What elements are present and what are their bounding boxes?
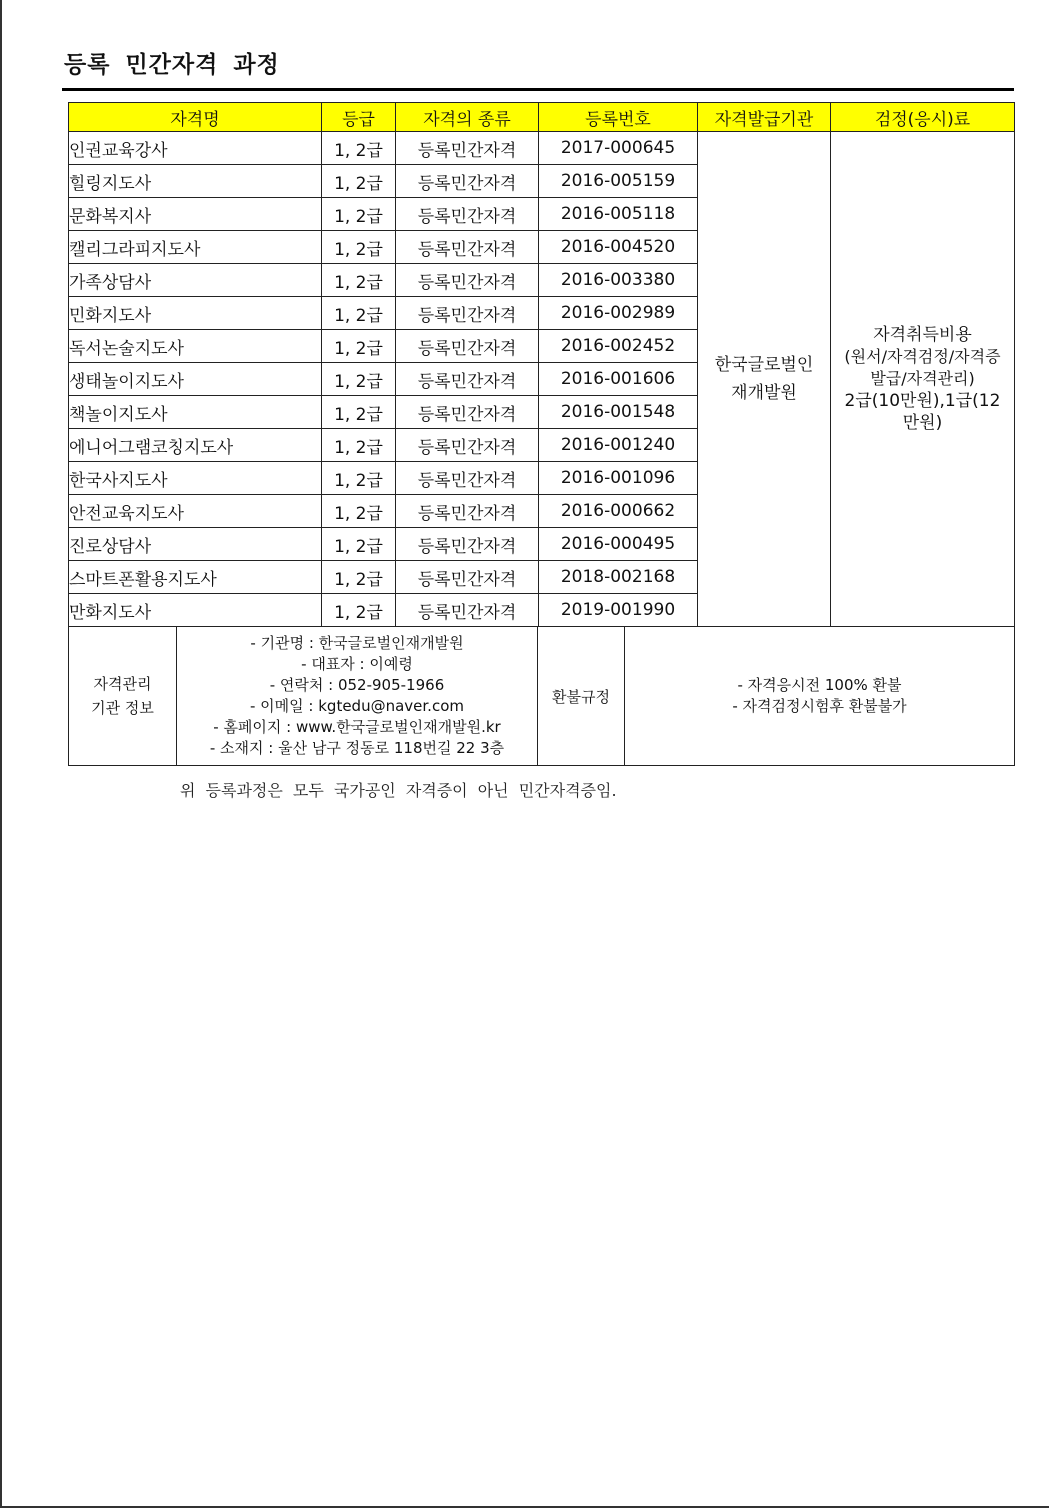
cert-grade: 1, 2급: [322, 495, 396, 528]
refund-policy-line: - 자격응시전 100% 환불: [737, 676, 902, 694]
refund-label: 환불규정: [538, 627, 625, 766]
fee-line: 2급(10만원),1급(12: [844, 391, 1001, 411]
cert-reg-number: 2016-004520: [539, 231, 698, 264]
cert-reg-number: 2018-002168: [539, 561, 698, 594]
fee-line: 발급/자격관리): [870, 369, 975, 388]
cert-reg-number: 2016-001548: [539, 396, 698, 429]
cert-type: 등록민간자격: [396, 264, 539, 297]
cert-name: 인권교육강사: [69, 132, 322, 165]
info-label-line: 자격관리: [93, 675, 152, 693]
cert-reg-number: 2016-002989: [539, 297, 698, 330]
cert-name: 만화지도사: [69, 594, 322, 627]
cert-grade: 1, 2급: [322, 165, 396, 198]
cert-type: 등록민간자격: [396, 429, 539, 462]
header-fee: 검정(응시)료: [831, 103, 1015, 132]
cert-name: 민화지도사: [69, 297, 322, 330]
institution-name: - 기관명 : 한국글로벌인재개발원: [250, 634, 464, 652]
institution-email: - 이메일 : kgtedu@naver.com: [250, 697, 464, 715]
cert-reg-number: 2016-001240: [539, 429, 698, 462]
cert-name: 문화복지사: [69, 198, 322, 231]
cert-reg-number: 2016-003380: [539, 264, 698, 297]
cert-grade: 1, 2급: [322, 330, 396, 363]
fee-line: 자격취득비용: [873, 325, 972, 345]
cert-grade: 1, 2급: [322, 561, 396, 594]
certification-table: [68, 102, 1015, 627]
issuer-line: 재개발원: [731, 383, 797, 403]
institution-info-table: [68, 626, 1015, 766]
cert-name: 안전교육지도사: [69, 495, 322, 528]
cert-grade: 1, 2급: [322, 363, 396, 396]
cert-type: 등록민간자격: [396, 462, 539, 495]
institution-phone: - 연락처 : 052-905-1966: [269, 676, 445, 694]
cert-name: 생태놀이지도사: [69, 363, 322, 396]
cert-grade: 1, 2급: [322, 297, 396, 330]
cert-grade: 1, 2급: [322, 231, 396, 264]
cert-type: 등록민간자격: [396, 132, 539, 165]
refund-policy: [625, 627, 1015, 766]
cert-name: 힐링지도사: [69, 165, 322, 198]
cert-type: 등록민간자격: [396, 231, 539, 264]
cert-type: 등록민간자격: [396, 594, 539, 627]
cert-type: 등록민간자격: [396, 330, 539, 363]
cert-type: 등록민간자격: [396, 561, 539, 594]
cert-grade: 1, 2급: [322, 594, 396, 627]
cert-name: 책놀이지도사: [69, 396, 322, 429]
institution-address: - 소재지 : 울산 남구 정동로 118번길 22 3층: [209, 739, 505, 757]
table-row: [69, 132, 1015, 165]
fee-cell: [831, 132, 1015, 627]
cert-name: 에니어그램코칭지도사: [69, 429, 322, 462]
cert-grade: 1, 2급: [322, 132, 396, 165]
cert-name: 캘리그라피지도사: [69, 231, 322, 264]
table-header-row: [69, 103, 1015, 132]
cert-name: 한국사지도사: [69, 462, 322, 495]
cert-name: 독서논술지도사: [69, 330, 322, 363]
fee-line: (원서/자격검정/자격증: [844, 347, 1001, 366]
header-type: 자격의 종류: [396, 103, 539, 132]
cert-grade: 1, 2급: [322, 462, 396, 495]
header-reg-number: 등록번호: [539, 103, 698, 132]
cert-type: 등록민간자격: [396, 297, 539, 330]
institution-details: [177, 627, 538, 766]
cert-name: 가족상담사: [69, 264, 322, 297]
title-rule: [62, 88, 1014, 91]
issuer-cell: [698, 132, 831, 627]
cert-reg-number: 2016-000662: [539, 495, 698, 528]
header-name: 자격명: [69, 103, 322, 132]
cert-type: 등록민간자격: [396, 495, 539, 528]
cert-type: 등록민간자격: [396, 198, 539, 231]
cert-reg-number: 2016-000495: [539, 528, 698, 561]
cert-reg-number: 2016-002452: [539, 330, 698, 363]
info-row: [69, 627, 1015, 766]
cert-name: 진로상담사: [69, 528, 322, 561]
institution-representative: - 대표자 : 이예령: [301, 655, 413, 673]
cert-type: 등록민간자격: [396, 396, 539, 429]
refund-policy-line: - 자격검정시험후 환불불가: [732, 697, 907, 715]
info-label-cell: [69, 627, 177, 766]
cert-grade: 1, 2급: [322, 198, 396, 231]
cert-type: 등록민간자격: [396, 363, 539, 396]
header-grade: 등급: [322, 103, 396, 132]
footnote: 위 등록과정은 모두 국가공인 자격증이 아닌 민간자격증임.: [180, 781, 617, 800]
cert-type: 등록민간자격: [396, 528, 539, 561]
page-title: 등록 민간자격 과정: [64, 52, 280, 78]
cert-reg-number: 2017-000645: [539, 132, 698, 165]
cert-reg-number: 2016-005118: [539, 198, 698, 231]
institution-homepage: - 홈페이지 : www.한국글로벌인재개발원.kr: [213, 718, 501, 736]
cert-grade: 1, 2급: [322, 429, 396, 462]
cert-grade: 1, 2급: [322, 264, 396, 297]
cert-type: 등록민간자격: [396, 165, 539, 198]
cert-name: 스마트폰활용지도사: [69, 561, 322, 594]
cert-reg-number: 2016-001096: [539, 462, 698, 495]
cert-grade: 1, 2급: [322, 396, 396, 429]
cert-reg-number: 2016-001606: [539, 363, 698, 396]
cert-reg-number: 2016-005159: [539, 165, 698, 198]
info-label-line: 기관 정보: [91, 699, 154, 717]
issuer-line: 한국글로벌인: [714, 355, 814, 375]
cert-reg-number: 2019-001990: [539, 594, 698, 627]
cert-grade: 1, 2급: [322, 528, 396, 561]
fee-line: 만원): [902, 413, 943, 433]
header-issuer: 자격발급기관: [698, 103, 831, 132]
